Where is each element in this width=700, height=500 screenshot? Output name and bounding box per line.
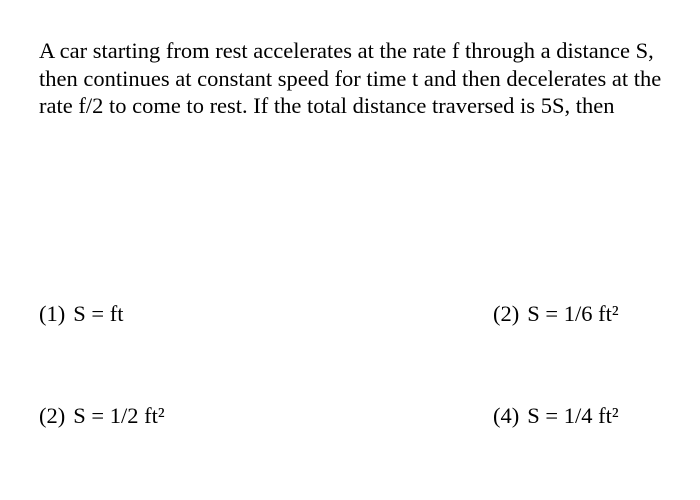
option-number: (2) xyxy=(39,403,66,428)
option-3 xyxy=(39,403,165,429)
option-text: S = 1/4 ft² xyxy=(527,403,619,428)
option-number: (2) xyxy=(493,301,520,326)
option-text: S = 1/6 ft² xyxy=(527,301,619,326)
option-number: (1) xyxy=(39,301,66,326)
option-2 xyxy=(493,301,619,327)
option-text: S = 1/2 ft² xyxy=(73,403,165,428)
option-text: S = ft xyxy=(73,301,124,326)
option-1 xyxy=(39,301,123,327)
question-text: A car starting from rest accelerates at the rate f through a distance S, then continues at constant speed for time t and then decelerates at the rate f/2 to come to rest. If the total distance traversed is 5S, then xyxy=(39,38,662,118)
option-number: (4) xyxy=(493,403,520,428)
option-4 xyxy=(493,403,619,429)
